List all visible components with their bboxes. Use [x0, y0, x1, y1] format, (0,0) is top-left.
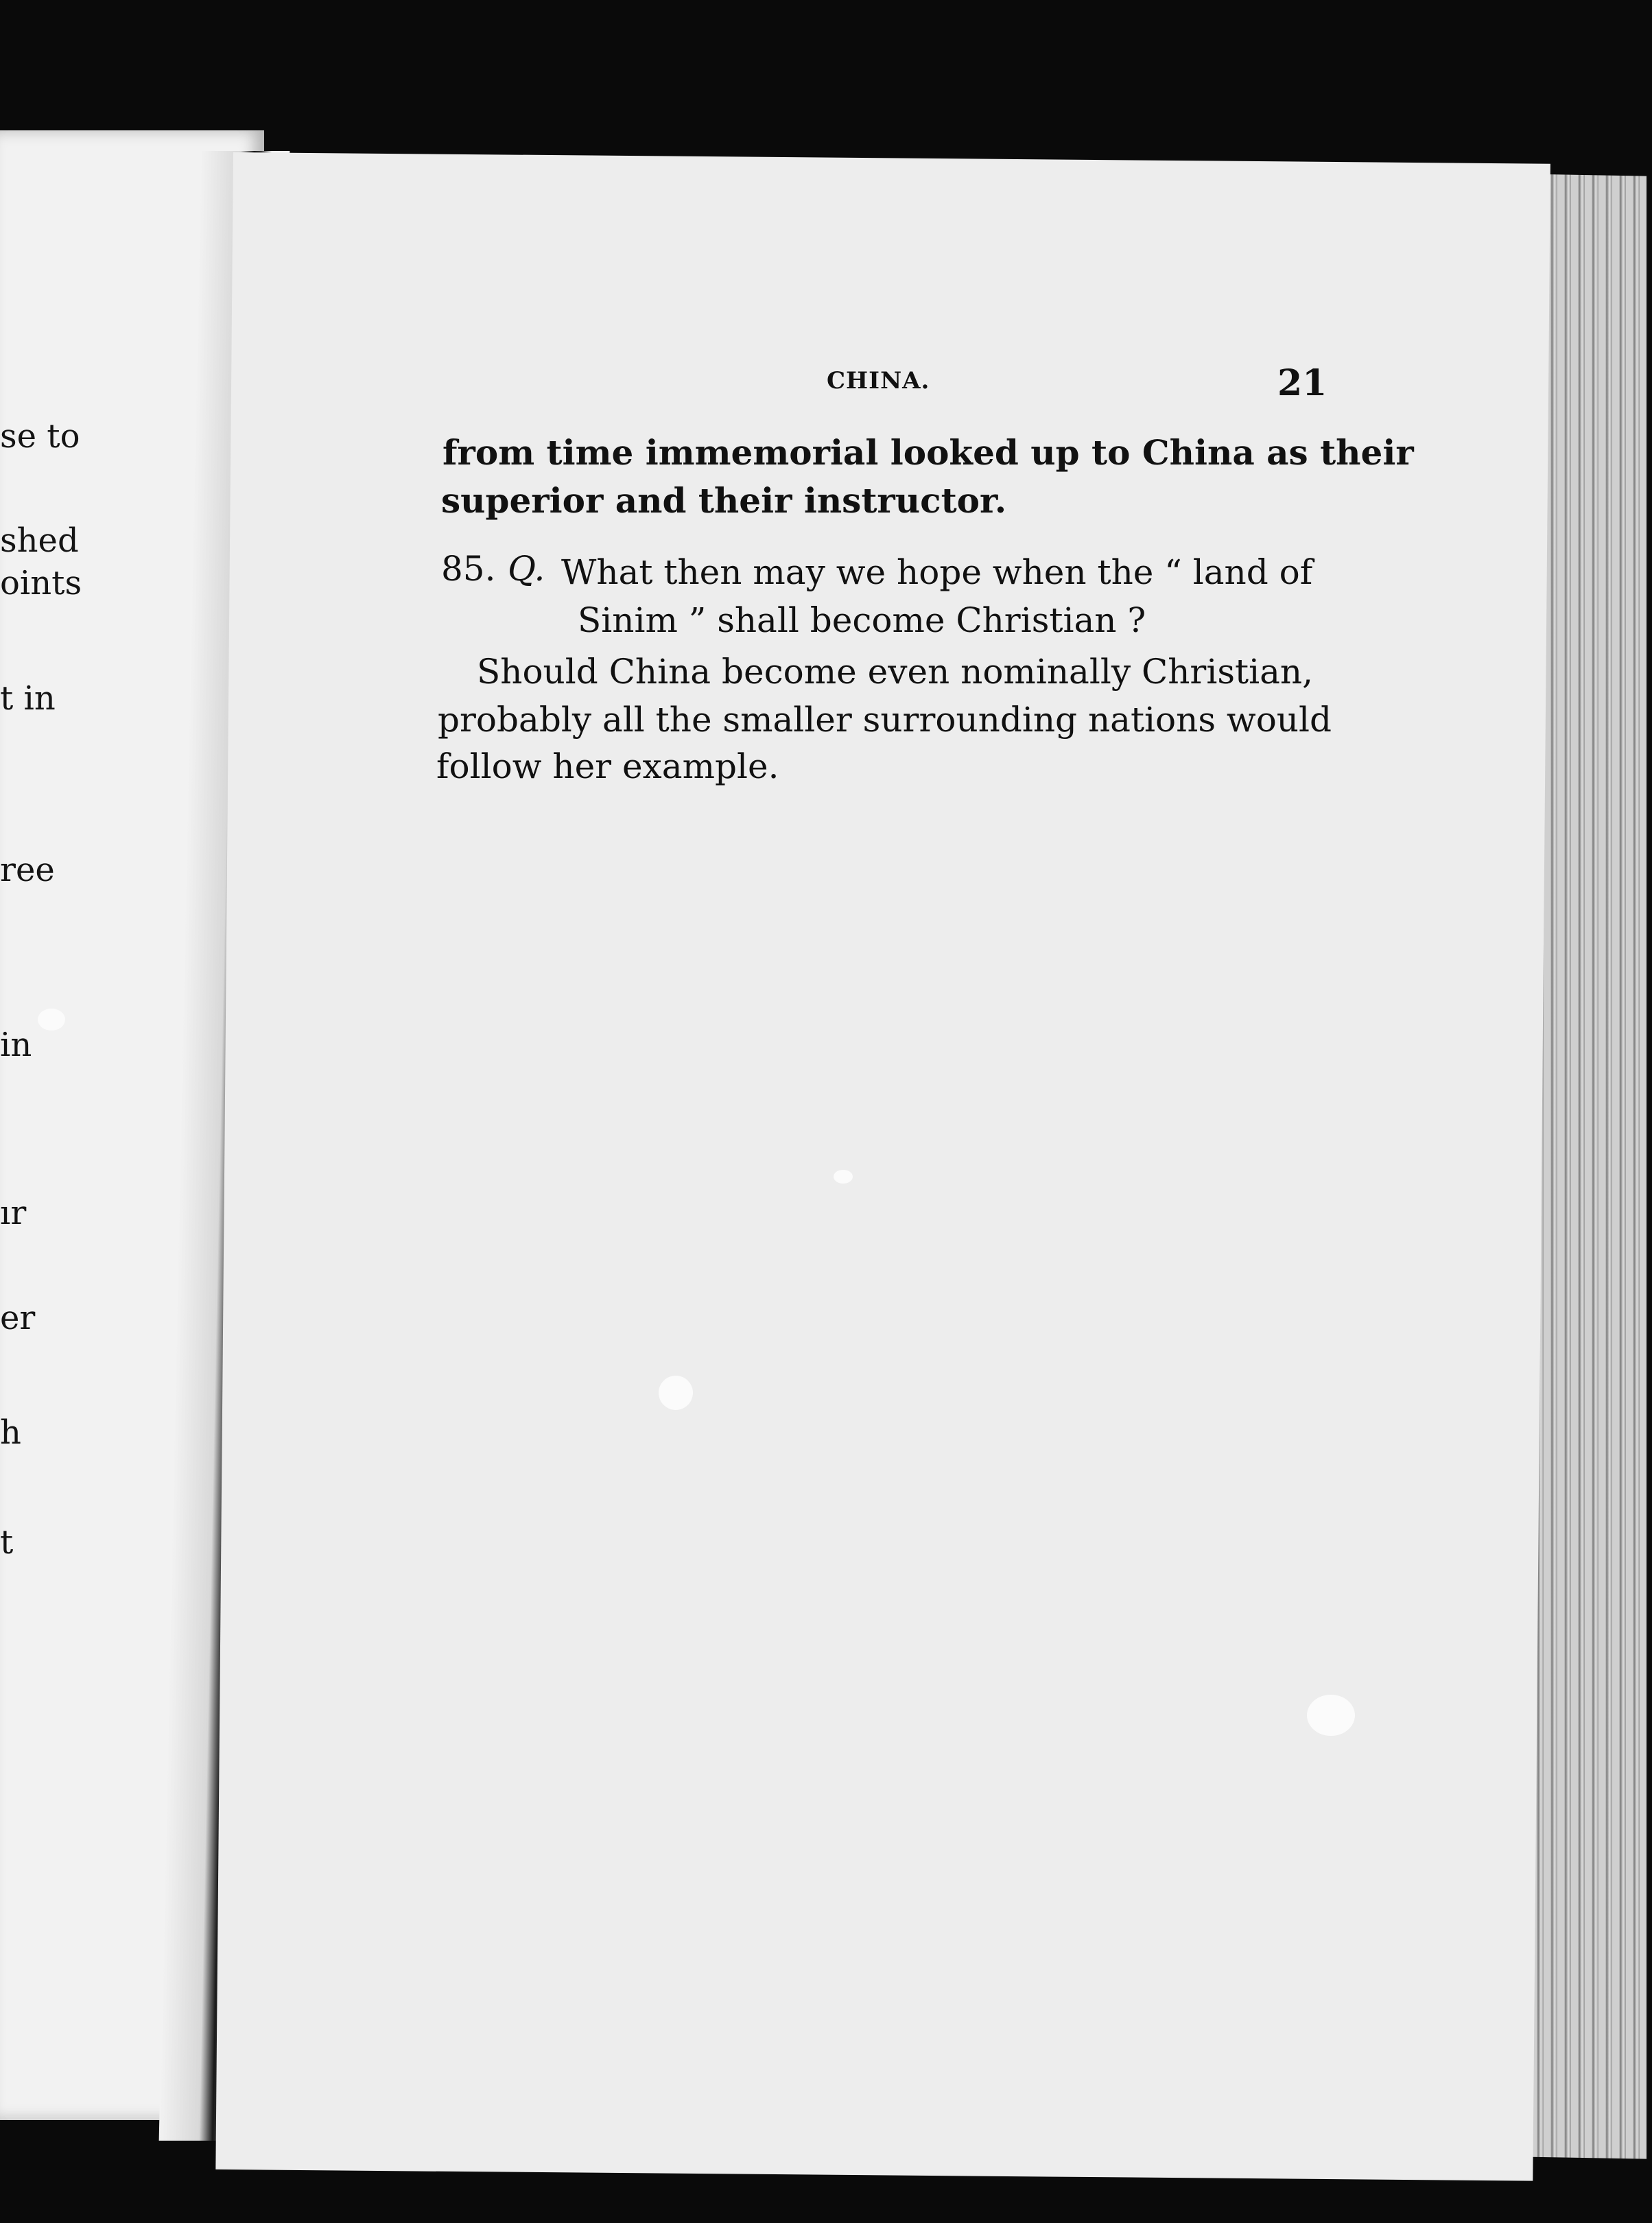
paper-speck — [38, 1009, 65, 1031]
answer-line: Should China become even nominally Christian, — [477, 652, 1313, 692]
paragraph-line: superior and their instructor. — [441, 480, 1007, 521]
paper-speck — [659, 1376, 693, 1410]
answer-line: probably all the smaller surrounding nations would — [438, 700, 1332, 740]
question-number: 85. — [441, 549, 496, 589]
answer-line: follow her example. — [436, 746, 779, 786]
left-page-fragment: in — [0, 1026, 32, 1064]
left-page-fragment: h — [0, 1413, 21, 1452]
running-head: CHINA. — [827, 367, 930, 395]
question-line: Sinim ” shall become Christian ? — [578, 600, 1146, 640]
paper-speck — [1307, 1695, 1355, 1736]
question-label: Q. — [508, 549, 545, 589]
page-number: 21 — [1277, 362, 1328, 404]
left-page-fragment: t — [0, 1523, 14, 1562]
left-page-fragment: oints — [0, 564, 82, 602]
left-page-fragment: er — [0, 1299, 36, 1337]
left-page-fragment: ır — [0, 1194, 27, 1232]
question-line: What then may we hope when the “ land of — [561, 552, 1313, 592]
left-page-fragment: se to — [0, 417, 80, 456]
left-page-fragment: ree — [0, 851, 55, 889]
left-page-fragment: shed — [0, 521, 79, 560]
left-page-fragment: t in — [0, 679, 56, 718]
paragraph-line: from time immemorial looked up to China as their — [442, 432, 1414, 473]
paper-speck — [834, 1170, 853, 1184]
